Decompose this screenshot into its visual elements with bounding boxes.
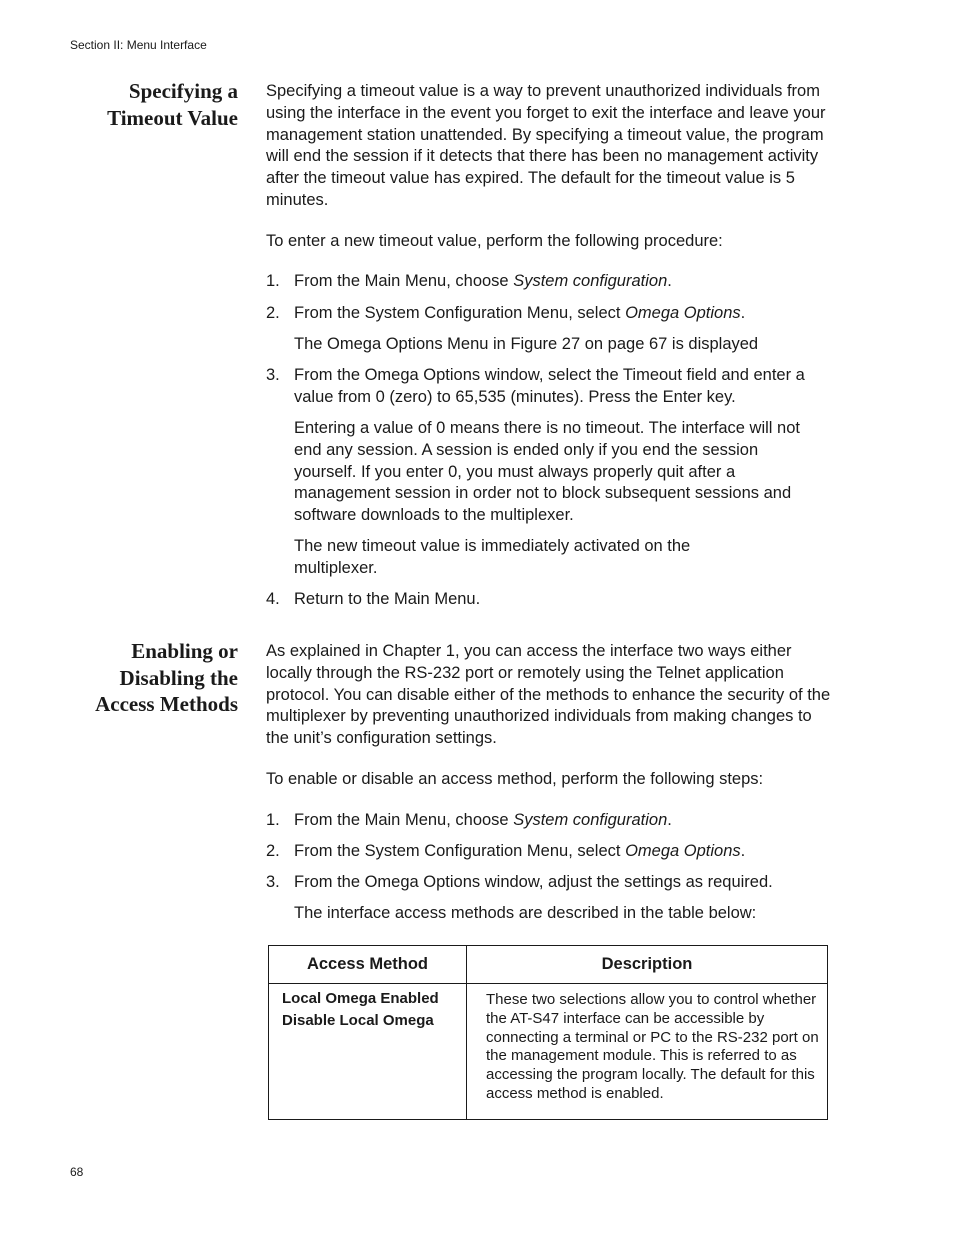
heading-line: Specifying a: [128, 79, 238, 103]
column-header-description: Description: [467, 946, 828, 984]
menu-item-reference: Omega Options: [625, 304, 741, 322]
access-methods-table: [268, 945, 828, 1120]
column-header-access-method: Access Method: [269, 946, 467, 984]
step-number: 3.: [266, 366, 280, 384]
heading-line: Access Methods: [95, 692, 238, 716]
access-method-name: Disable Local Omega: [282, 1011, 434, 1029]
timeout-step-3-note: Entering a value of 0 means there is no timeout. The interface will not end any session. A session is ended only if you end the session yourself. If you enter 0, you must always properly quit after a management session in order not to block subsequent sessions and software downloads to the multiplexer.: [294, 419, 800, 525]
timeout-step-2: [294, 303, 829, 325]
timeout-step-4: Return to the Main Menu.: [294, 590, 481, 608]
description-cell: These two selections allow you to control whether the AT-S47 interface can be accessible by connecting a terminal or PC to the RS-232 port on the management module. This is referred to as accessing the program locally. The default for this access method is enabled.: [467, 984, 828, 1120]
access-intro-paragraph: As explained in Chapter 1, you can access the interface two ways either locally through the RS-232 port or remotely using the Telnet application protocol. You can disable either of the methods to enhance the security of the multiplexer by preventing unauthorized individuals from making changes to the unit’s configuration settings.: [266, 642, 831, 748]
page-number: 68: [70, 1165, 84, 1179]
menu-item-reference: System configuration: [513, 811, 668, 829]
step-text: From the Main Menu, choose: [294, 811, 514, 829]
step-punctuation: .: [667, 811, 672, 829]
table-header-row: [269, 946, 828, 984]
step-number: 1.: [266, 272, 280, 290]
access-procedure-lead: To enable or disable an access method, perform the following steps:: [266, 770, 764, 788]
timeout-step-3: From the Omega Options window, select the Timeout field and enter a value from 0 (zero) to 65,535 (minutes). Press the Enter key.: [294, 366, 805, 406]
step-punctuation: .: [740, 304, 746, 322]
step-punctuation: .: [740, 842, 746, 860]
access-step-1: [294, 810, 829, 832]
access-method-name: Local Omega Enabled: [282, 990, 439, 1007]
timeout-step-3-note: The new timeout value is immediately activated on the multiplexer.: [294, 537, 691, 577]
step-text: From the System Configuration Menu, select: [294, 304, 626, 322]
heading-line: Timeout Value: [107, 105, 238, 130]
timeout-step-1: [294, 271, 829, 293]
heading-line: Enabling or: [131, 639, 238, 663]
timeout-step-2-note: The Omega Options Menu in Figure 27 on page 67 is displayed: [294, 335, 759, 353]
access-step-3-note: The interface access methods are described in the table below:: [294, 904, 757, 922]
access-step-2: [294, 841, 829, 863]
access-section-heading: [38, 638, 238, 718]
heading-line: Disabling the: [119, 665, 238, 690]
step-number: 1.: [266, 811, 280, 829]
step-number: 4.: [266, 590, 280, 608]
step-text: From the Main Menu, choose: [294, 272, 514, 290]
menu-item-reference: Omega Options: [625, 842, 741, 860]
access-method-cell: [269, 984, 467, 1120]
step-punctuation: .: [667, 272, 672, 290]
step-text: From the System Configuration Menu, select: [294, 842, 626, 860]
timeout-procedure-lead: To enter a new timeout value, perform the following procedure:: [266, 232, 723, 250]
timeout-section-heading: [38, 78, 238, 131]
timeout-intro-paragraph: Specifying a timeout value is a way to prevent unauthorized individuals from using the interface in the event you forget to exit the interface and leave your management station unattended. By specifying a timeout value, the program will end the session if it detects that there has been no management activity after the timeout value has expired. The default for the timeout value is 5 minutes.: [266, 82, 826, 209]
running-header: Section II: Menu Interface: [70, 38, 207, 52]
menu-item-reference: System configuration: [513, 272, 668, 290]
step-number: 3.: [266, 873, 280, 891]
step-number: 2.: [266, 842, 280, 860]
access-step-3: From the Omega Options window, adjust the settings as required.: [294, 873, 773, 891]
step-number: 2.: [266, 304, 280, 322]
table-row: [269, 984, 828, 1120]
